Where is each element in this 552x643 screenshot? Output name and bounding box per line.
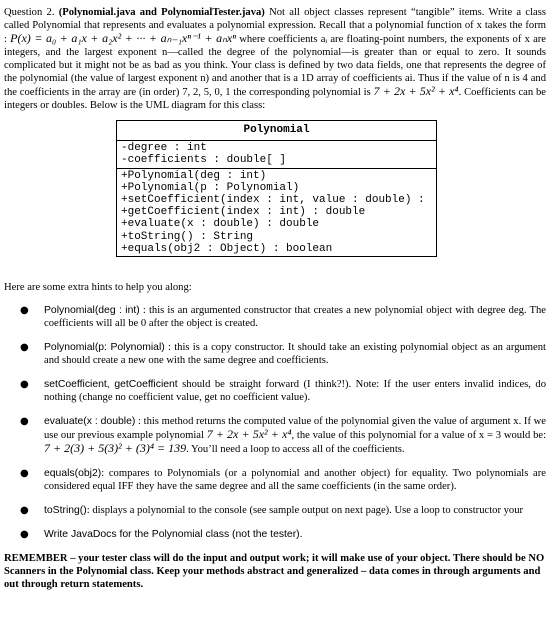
uml-method: +toString() : String (121, 230, 254, 243)
question-text-b: where coefficients aᵢ are floating-point numbers, the exponents of x are integers, and the largest exponent n—called the degree of the polynomial—is greater than or equal to zero. It sounds complicated but it might not be as bad as you think. Your class is defined by two data fields, one that represents the degree of the polynomial (the value of largest exponent n) and another that is a 1D array of coefficients ai. Thus if the value of n is 4 and the coefficients in the array are (in order) 7, 2, 5, 0, 1 the corresponding polynomial is (4, 34, 547, 98)
question-label: Question 2. (4, 7, 55, 18)
hint-term: equals(obj2) (44, 468, 102, 480)
example-polynomial: 7 + 2x + 5x² + x⁴ (373, 84, 459, 98)
hint-term: evaluate(x : double) (44, 416, 136, 428)
polynomial-formula: P(x) = a₀ + a₁x + a₂x² + ··· + aₙ₋₁xⁿ⁻¹ + aₙxⁿ (10, 31, 236, 45)
uml-diagram (116, 120, 437, 257)
hint-text: , the value of this polynomial for a value of x = 3 would be: (291, 430, 547, 442)
hint-term: setCoefficient, getCoefficient (44, 379, 178, 391)
bullet-icon: ● (20, 379, 29, 391)
hints-list (4, 304, 546, 541)
hint-math: 7 + 2x + 5x² + x⁴ (206, 427, 292, 442)
hint-term: Write JavaDocs for the Polynomial class (not the tester). (44, 529, 303, 541)
bullet-icon: ● (20, 468, 29, 480)
bullet-icon: ● (20, 505, 29, 517)
hints-title: Here are some extra hints to help you along: (4, 282, 192, 294)
question-paragraph (4, 6, 546, 112)
uml-method: +Polynomial(p : Polynomial) (121, 181, 300, 194)
hint-term: Polynomial(p: Polynomial) (44, 342, 165, 354)
hint-item (18, 528, 546, 541)
hint-term: Polynomial(deg : int) (44, 305, 140, 317)
hint-item (18, 467, 546, 493)
hint-text: . You’ll need a loop to access all of the coefficients. (186, 444, 405, 456)
uml-method: +evaluate(x : double) : double (121, 218, 320, 231)
hint-text: : this is a copy constructor. It should take an existing polynomial object as an argument and should create a new one with the same degree and coefficients. (44, 342, 546, 367)
hint-item (18, 304, 546, 330)
hint-math: 7 + 2(3) + 5(3)² + (3)⁴ = 139 (44, 441, 187, 456)
hint-text: : this is an argumented constructor that creates a new polynomial object with degree deg. The coefficients will all be 0 after the object is created. (44, 305, 546, 330)
document-page (4, 6, 546, 602)
uml-methods (117, 168, 436, 256)
bullet-icon: ● (20, 416, 29, 428)
hint-item (18, 504, 546, 517)
hint-text: should be straight forward (I think?!). Note: If the user enters invalid indices, do nothing (change no coefficient value, get no coefficient value). (44, 379, 547, 404)
remember-note: REMEMBER – your tester class will do the input and output work; it will make use of your object. There should be NO Scanners in the Polynomial class. Keep your methods abstract and generalized – data comes in through arguments and out through return statements. (4, 553, 545, 591)
uml-field: -degree : int (121, 142, 207, 155)
question-text-a: Not all object classes represent “tangible” items. Write a class called Polynomial that represents and evaluates a polynomial expression. Recall that a polynomial function of x takes the form : (4, 7, 546, 45)
hint-item (18, 415, 546, 456)
hint-item (18, 341, 546, 367)
bullet-icon: ● (20, 342, 29, 354)
hint-text: : compares to Polynomials (or a polynomial and another object) for equality. Two polynomials are considered equal IFF they have the same degree and all the same coefficients (in the same order). (44, 468, 546, 493)
uml-field: -coefficients : double[ ] (121, 154, 287, 167)
bullet-icon: ● (20, 305, 29, 317)
question-files: (Polynomial.java and PolynomialTester.java) (58, 7, 265, 18)
hint-term: toString() (44, 505, 87, 517)
uml-fields (117, 141, 436, 167)
uml-method: +equals(obj2 : Object) : boolean (121, 242, 333, 255)
hint-text: : displays a polynomial to the console (see sample output on next page). Use a loop to constructor your (86, 505, 524, 517)
uml-method: +getCoefficient(index : int) : double (121, 206, 366, 219)
uml-method: +Polynomial(deg : int) (121, 169, 267, 182)
hint-item (18, 378, 546, 404)
question-text-c: . Coefficients can be integers or doubles. Below is the UML diagram for this class: (4, 87, 546, 111)
bullet-icon: ● (20, 529, 29, 541)
uml-method: +setCoefficient(index : int, value : double) : (121, 194, 425, 207)
uml-class-name: Polynomial (117, 121, 436, 141)
hint-text: : this method returns the computed value of the polynomial given the value of argument x. If we use our previous example polynomial (44, 416, 546, 442)
